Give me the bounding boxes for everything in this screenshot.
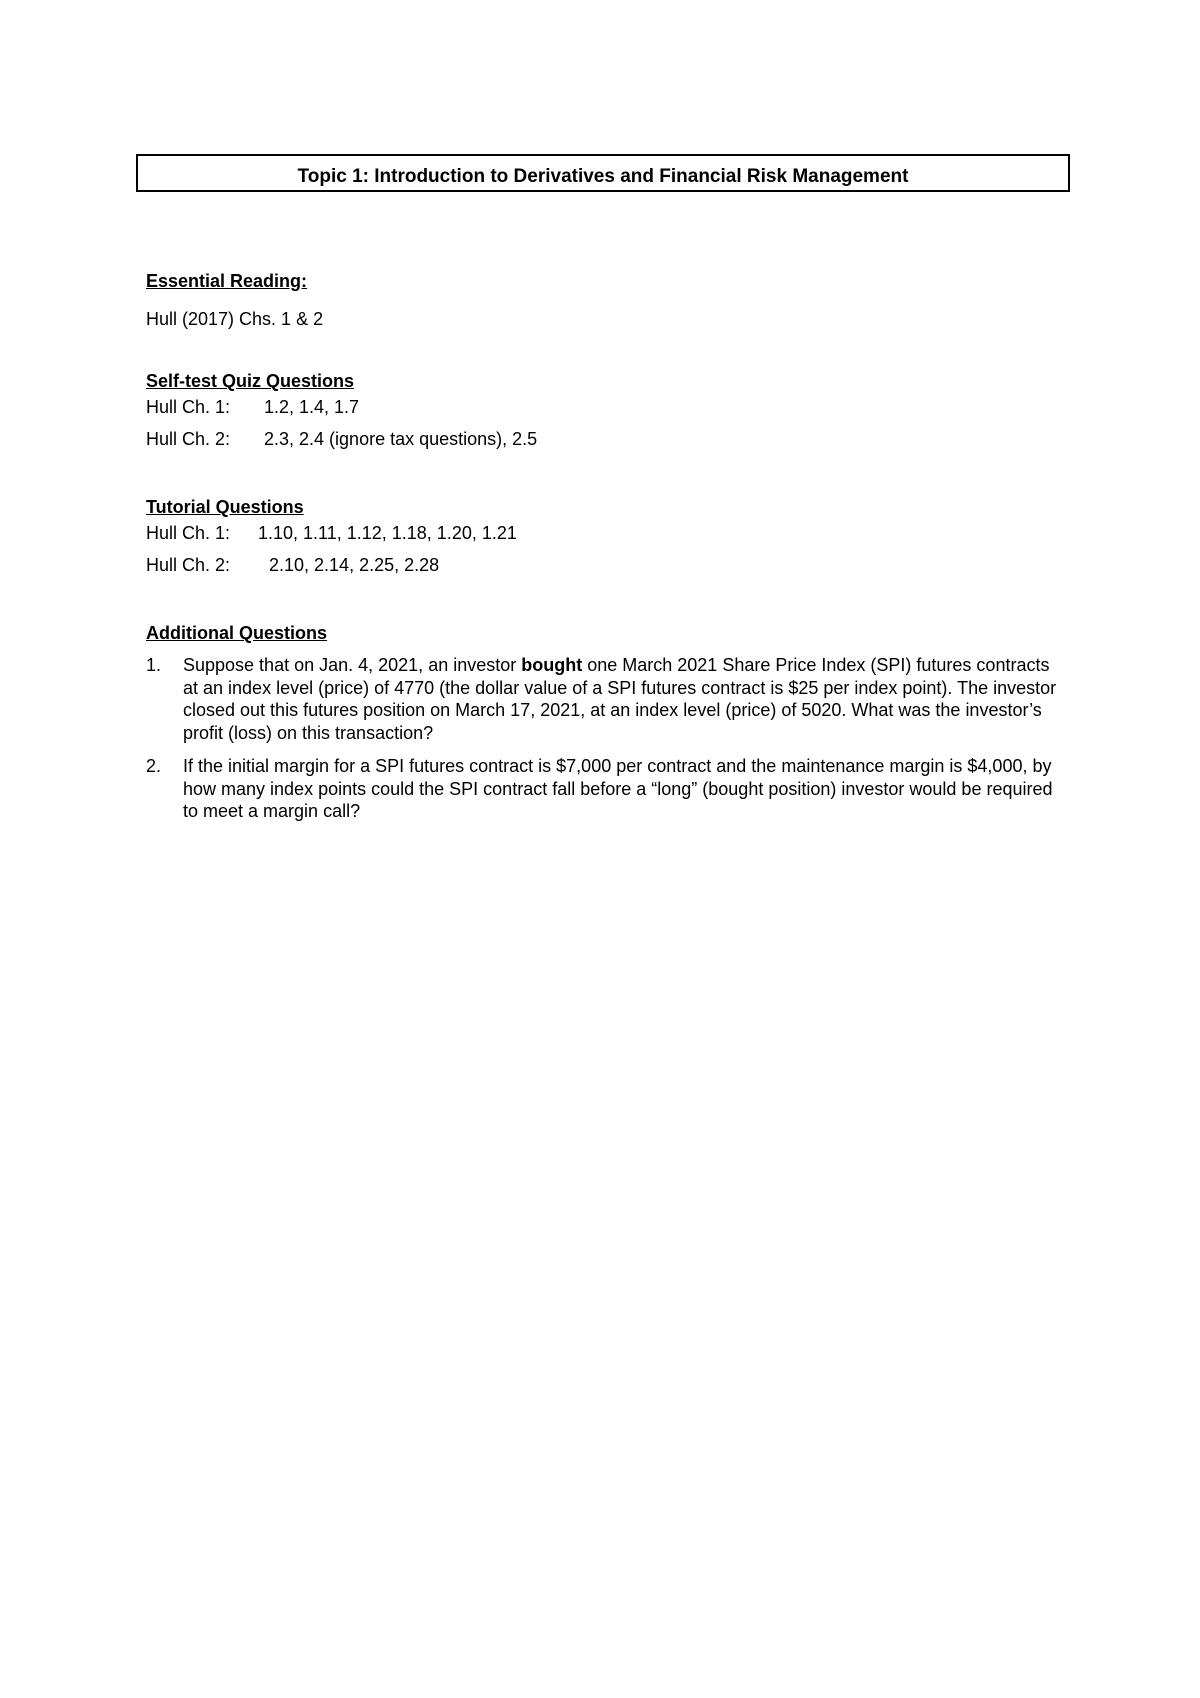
tutorial-value-ch2: 2.10, 2.14, 2.25, 2.28 <box>264 555 440 575</box>
tutorial-value-ch1: 1.10, 1.11, 1.12, 1.18, 1.20, 1.21 <box>258 523 517 543</box>
question-text-1-after: one March 2021 Share Price Index (SPI) futures contracts at an index level (price) of 4770 (the dollar value of a SPI futures contract is $25 per index point). The investor closed out this futures position on March 17, 2021, at an index level (price) of 5020. What was the investor’s profit (loss) on this transaction? <box>183 655 1057 743</box>
self-test-label-ch2: Hull Ch. 2: <box>146 429 231 449</box>
title-box <box>136 154 1070 192</box>
self-test-value-ch1: 1.2, 1.4, 1.7 <box>264 397 360 417</box>
page-title: Topic 1: Introduction to Derivatives and Financial Risk Management <box>297 166 909 187</box>
tutorial-label-ch1: Hull Ch. 1: <box>146 523 231 543</box>
question-text-1 <box>183 654 1066 744</box>
self-test-section <box>146 370 1066 460</box>
question-item-2 <box>146 755 1066 823</box>
tutorial-label-ch2: Hull Ch. 2: <box>146 555 231 575</box>
self-test-row-ch1 <box>146 396 1066 428</box>
question-text-1-before: Suppose that on Jan. 4, 2021, an investor <box>183 655 522 675</box>
self-test-row-ch2 <box>146 428 1066 460</box>
essential-reading-heading: Essential Reading: <box>146 271 308 291</box>
question-text-1-bold: bought <box>521 655 583 675</box>
additional-section <box>146 622 1066 823</box>
self-test-heading: Self-test Quiz Questions <box>146 371 355 391</box>
question-text-2 <box>183 755 1066 823</box>
question-number-2: 2. <box>146 756 162 776</box>
tutorial-section <box>146 496 1066 586</box>
tutorial-row-ch1 <box>146 522 1066 554</box>
essential-reading-section <box>146 270 1066 330</box>
essential-reading-text: Hull (2017) Chs. 1 & 2 <box>146 309 324 329</box>
self-test-label-ch1: Hull Ch. 1: <box>146 397 231 417</box>
additional-heading: Additional Questions <box>146 623 328 643</box>
tutorial-row-ch2 <box>146 554 1066 586</box>
question-text-2-before: If the initial margin for a SPI futures contract is $7,000 per contract and the maintenance margin is $4,000, by how many index points could the SPI contract fall before a “long” (bought position) investor would be required to meet a margin call? <box>183 756 1053 821</box>
document-content <box>146 270 1066 834</box>
additional-question-list <box>146 654 1066 823</box>
self-test-value-ch2: 2.3, 2.4 (ignore tax questions), 2.5 <box>264 429 538 449</box>
tutorial-heading: Tutorial Questions <box>146 497 304 517</box>
question-number-1: 1. <box>146 655 162 675</box>
question-item-1 <box>146 654 1066 744</box>
